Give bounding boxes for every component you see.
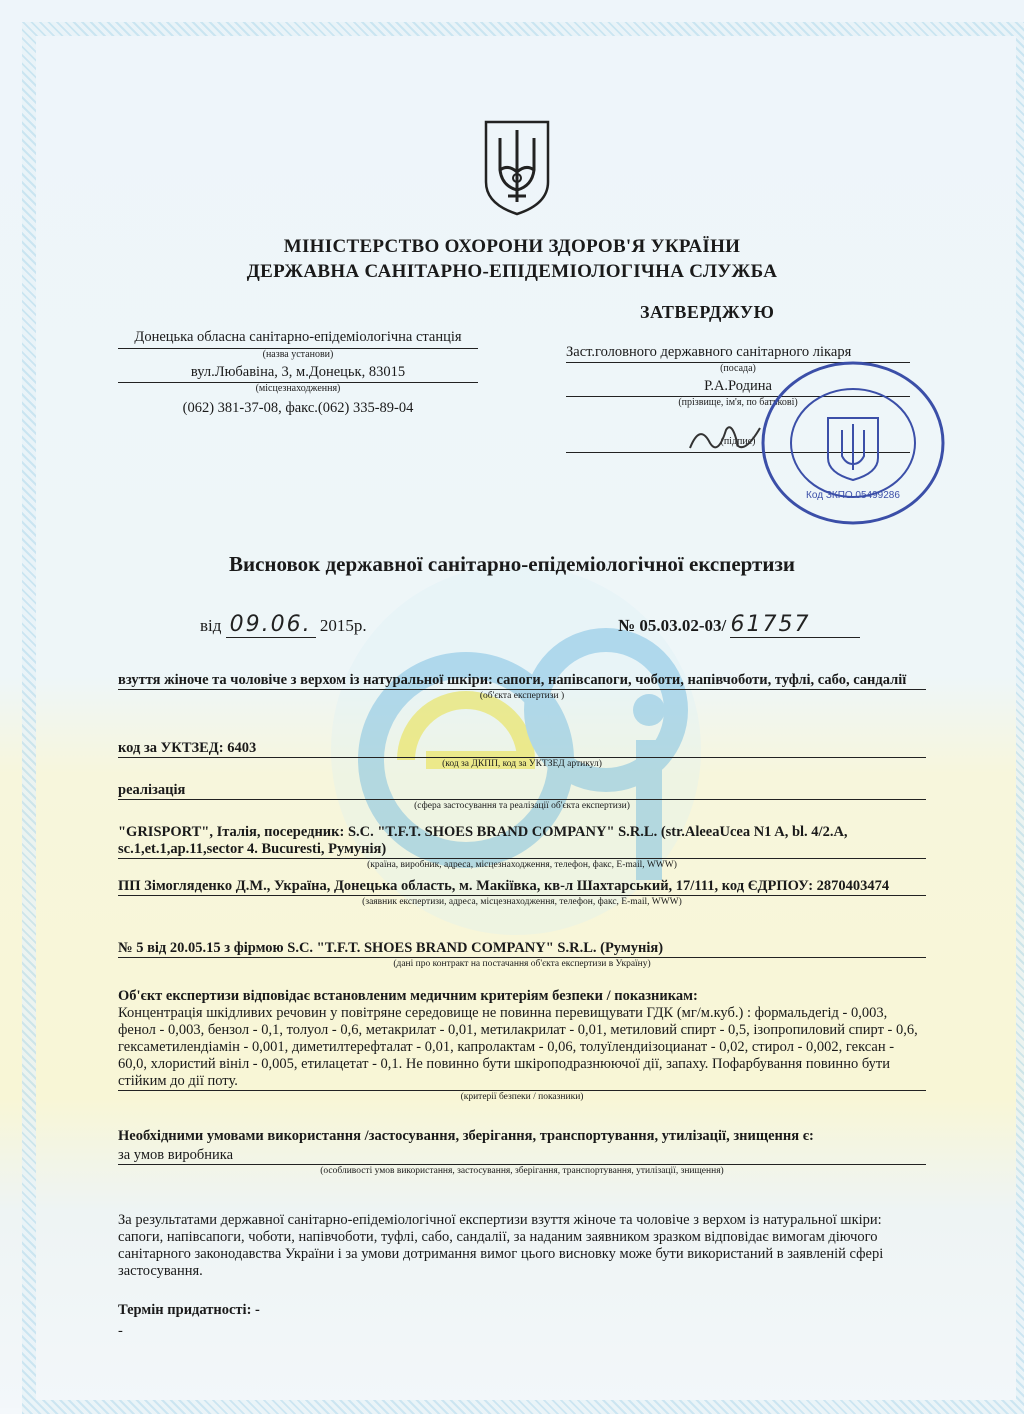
- validity-value: -: [118, 1323, 123, 1339]
- number-prefix: № 05.03.02-03/: [618, 616, 727, 635]
- date-handwritten: 09.06.: [226, 612, 316, 638]
- approver-name: Р.А.Родина: [566, 378, 910, 397]
- number-line: [618, 612, 860, 638]
- object-caption: (об'єкта експертизи ): [479, 691, 565, 701]
- object-section: [118, 672, 926, 701]
- institution-name: Донецька обласна санітарно-епідеміологічна станція: [118, 328, 478, 349]
- document-title: Висновок державної санітарно-епідеміологічної експертизи: [228, 552, 795, 576]
- conditions-section: [118, 1128, 926, 1176]
- code-text: код за УКТЗЕД: 6403: [118, 740, 926, 758]
- approve-heading: ЗАТВЕРДЖУЮ: [640, 302, 775, 322]
- signature-mark: [680, 418, 770, 458]
- applicant-caption: (заявник експертизи, адреса, місцезнаходження, телефон, факс, E-mail, WWW): [362, 897, 682, 907]
- criteria-caption: (критерії безпеки / показники): [460, 1092, 584, 1102]
- date-year: 2015р.: [319, 616, 367, 635]
- conclusion-text: За результатами державної санітарно-епідеміологічної експертизи взуття жіноче та чоловіче з верхом із натуральної шкіри: сапоги, напівсапоги, чоботи, напівчоботи, туфлі, сабо, сандалії, за наданим заявником зразком відповідає вимогам діючого санітарного законодавства України і за умови дотримання вимог цього висновку може бути використаний в заявленій сфері застосування.: [118, 1212, 884, 1279]
- institution-block: [118, 328, 478, 417]
- approver-name-caption: (прізвище, ім'я, по батькові): [678, 397, 798, 408]
- applicant-text: ПП Зімогляденко Д.М., Україна, Донецька область, м. Макіївка, кв-л Шахтарський, 17/111, код ЄДРПОУ: 2870403474: [118, 878, 926, 896]
- stamp-code: Код ЗКПО 05499286: [806, 490, 900, 501]
- signature-caption: (підпис): [720, 436, 756, 447]
- institution-name-caption: (назва установи): [262, 349, 334, 360]
- sphere-caption: (сфера застосування та реалізації об'єкта експертизи): [414, 801, 630, 811]
- approver-position-caption: (посада): [720, 363, 756, 374]
- coat-of-arms-icon: [484, 120, 550, 216]
- object-text: взуття жіноче та чоловіче з верхом із натуральної шкіри: сапоги, напівсапоги, чоботи, напівчоботи, туфлі, сабо, сандалії: [118, 672, 926, 690]
- criteria-text: Концентрація шкідливих речовин у повітряне середовище не повинна перевищувати ГДК (мг/м.куб.) : формальдегід - 0,003, фенол - 0,003, бензол - 0,1, толуол - 0,6, метакрилат - 0,01, метилакрилат - 0,01, метиловий спирт - 0,5, ізопропиловий спирт - 0,6, гексаметилендіамін - 0,001, диметилтерефталат - 0,01, капролактам - 0,06, толуїлендиізоцианат - 0,02, стирол - 0,002, гексан - 60,0, хлористий вініл - 0,005, етилацетат - 0,1. Не повинно бути шкіроподразнюючої дії, запаху. Пофарбування повинно бути стійким до дії поту.: [118, 1005, 926, 1091]
- institution-address: вул.Любавіна, 3, м.Донецьк, 83015: [118, 364, 478, 383]
- number-handwritten: 61757: [730, 612, 860, 638]
- manufacturer-text: "GRISPORT", Італія, посередник: S.C. "T.F.T. SHOES BRAND COMPANY" S.R.L. (str.AleeaUcea N1 A, bl. 4/2.A, sc.1,et.1,ap.11,sector 4. Bucuresti, Румунія): [118, 824, 926, 859]
- manufacturer-caption: (країна, виробник, адреса, місцезнаходження, телефон, факс, E-mail, WWW): [367, 860, 677, 870]
- institution-address-caption: (місцезнаходження): [255, 383, 341, 394]
- approver-position: Заст.головного державного санітарного лікаря: [566, 344, 910, 363]
- criteria-section: [118, 988, 926, 1102]
- contract-section: [118, 940, 926, 969]
- criteria-heading: Об'єкт експертизи відповідає встановленим медичним критеріям безпеки / показникам:: [118, 988, 698, 1004]
- sphere-section: [118, 782, 926, 811]
- service-heading: ДЕРЖАВНА САНІТАРНО-ЕПІДЕМІОЛОГІЧНА СЛУЖБА: [246, 261, 778, 282]
- date-line: [200, 612, 367, 638]
- date-prefix: від: [200, 616, 222, 635]
- conditions-text: за умов виробника: [118, 1147, 926, 1165]
- validity-section: [118, 1302, 926, 1340]
- official-stamp: [758, 358, 948, 528]
- sphere-text: реалізація: [118, 782, 926, 800]
- institution-phone: (062) 381-37-08, факс.(062) 335-89-04: [182, 400, 414, 416]
- code-section: [118, 740, 926, 769]
- contract-caption: (дані про контракт на постачання об'єкта експертизи в Україну): [393, 959, 651, 969]
- validity-heading: Термін придатності: -: [118, 1302, 260, 1318]
- manufacturer-section: [118, 824, 926, 870]
- ministry-heading: МІНІСТЕРСТВО ОХОРОНИ ЗДОРОВ'Я УКРАЇНИ: [283, 236, 741, 257]
- code-caption: (код за ДКПП, код за УКТЗЕД артикул): [442, 759, 602, 769]
- applicant-section: [118, 878, 926, 907]
- conditions-heading: Необхідними умовами використання /застосування, зберігання, транспортування, утилізації, знищення є:: [118, 1128, 814, 1144]
- conditions-caption: (особливості умов використання, застосування, зберігання, транспортування, утилізації, знищення): [320, 1166, 724, 1176]
- contract-text: № 5 від 20.05.15 з фірмою S.C. "T.F.T. SHOES BRAND COMPANY" S.R.L. (Румунія): [118, 940, 926, 958]
